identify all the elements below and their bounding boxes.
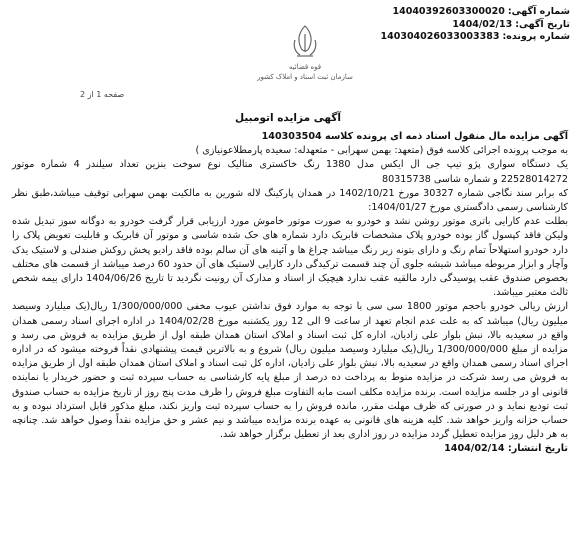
notice-number-label: شماره آگهی: (507, 6, 570, 17)
notice-number-value: 14040392603300020 (392, 6, 505, 17)
file-number-row (330, 31, 570, 44)
body-paragraph-condition: بطلت عدم کارایی باتری موتور روشن نشد و خودرو به صورت موتور خاموش مورد ارزیابی قرار گرفت خودرو به دوگانه سوز تبدیل شده ولیکن فاقد کپسول گاز بوده خودرو پلاک مشخصات فابریک دارد شماره های حک شده شاسی و موتور آن فابریک و قابلیت تعویض پلاک را دارد خودرو استهلاحاً تمام رنگ و دارای بتونه زیر رنگ میباشد چراغ ها و آئینه های آن سالم بوده فاقد رادیو پخش روکش صندلی و لاستیک یدک وآچار و ابزار مربوطه میباشد شیشه جلوی آن چند قسمت ترکیدگی دارد کارایی لاستیک های آن حدود 60 درصد میباشد از قسمت های مختلف بخصوص صندوق عقب پوسیدگی دارد مالقیه عقب ندارد هیچیک از اسناد و مدارک آن رونیت نگردید تا تاریخ 1404/06/26 دارای بیمه شخص ثالث معتبر میباشد. (12, 216, 568, 299)
document-header (0, 0, 576, 99)
notice-date-row (330, 19, 570, 32)
file-number-value: 140304026033003383 (380, 31, 500, 42)
notice-date-label: تاریخ آگهی: (515, 18, 570, 30)
body-paragraph-seizure: که برابر سند نگاجی شماره 30327 مورخ 1402/10/21 در همدان پارکینگ لاله شورین به مالکیت بهمن سهرابی توقیف میباشد،طبق نظر کارشناسی رسمی دادگستری مورخ 1404/01/27: (12, 187, 568, 214)
body-paragraph-auction-terms: ارزش ریالی خودرو باحجم موتور 1800 سی سی با توجه به موارد فوق نداشتن عیوب مخفی 1/300/000/000 ریال(یک میلیارد وسیصد میلیون ریال) میباشد که به علت عدم انجام تعهد از ساعت 9 الی 12 روز یکشنبه مورخ 1404/02/28 در اداره اجرای اسناد رسمی همدان واقع در سعیدیه بالا، نبش بلوار علی زادیان، اداره کل ثبت اسناد و املاک استان همدان طبقه اول از طریق مزایده به فروش می رسد و مزایده از مبلغ 1/300/000/000 ریال(یک میلیارد وسیصد میلیون ریال) شروع و به بالاترین قیمت پیشنهادی نقداً فروخته میشود که در اداره اجرای اسناد رسمی همدان واقع در سعیدیه بالا، نبش بلوار علی زادیان، اداره کل ثبت اسناد و املاک استان همدان طبقه اول از طریق مزایده به فروش می رسد شرکت در مزایده منوط به پرداخت ده درصد از مبلغ پایه کارشناسی به حساب سپرده ثبت و حضور خریدار یا نماینده قانونی او در جلسه مزایده است. برنده مزایده مکلف است مابه التفاوت مبلغ فروش را ظرف مدت پنج روز از تاریخ مزایده به حساب صندوق ثبت تودیع نماید و در صورتی که ظرف مهلت مقرر، مانده فروش را به حساب سپرده ثبت واریز نکند، مبلغ مذکور قابل استرداد نبوده و به حساب خزانه واریز خواهد شد. کلیه هزینه های قانونی به عهده برنده مزایده میباشد و نیم عشر و حق مزایده نقداً وصول خواهد شد. چنانچه به هر دلیل روز مزایده تعطیل گردد مزایده در روز اداری بعد از تعطیل برگزار خواهد شد. (12, 301, 569, 441)
body-paragraph-case: آگهی مزایده مال منقول اسناد ذمه ای پرونده کلاسه 140303504 (261, 131, 568, 142)
organization-logo-block (250, 22, 360, 81)
notice-date-value: 1404/02/13 (452, 18, 513, 30)
notice-meta (330, 6, 570, 44)
body-paragraph-vehicle: یک دستگاه سواری پژو تیپ جی ال ایکس مدل 1380 رنگ خاکستری متالیک نوع سوخت بنزین تعداد سیلندر 4 شماره موتور 22528014272 و شماره شاسی 80315738 (12, 159, 568, 185)
body-paragraph-parties: به موجب پرونده اجرائی کلاسه فوق (متعهد: بهمن سهرابی - متعهدله: سعیده پارمطلاعونیازی ) (195, 145, 568, 157)
notice-number-row (330, 6, 570, 19)
organization-name-line1: قوه قضائیه (288, 63, 322, 71)
notice-title: آگهی مزایده اتومبیل (235, 112, 341, 124)
file-number-label: شماره پرونده: (502, 31, 570, 42)
organization-name-line2: سازمان ثبت اسناد و املاک کشور (257, 73, 353, 81)
notice-body (12, 130, 568, 457)
page-indicator: صفحه 1 از 2 (80, 90, 125, 99)
judiciary-emblem-icon (287, 22, 323, 62)
publication-date: تاریخ انتشار: 1404/02/14 (444, 443, 568, 455)
